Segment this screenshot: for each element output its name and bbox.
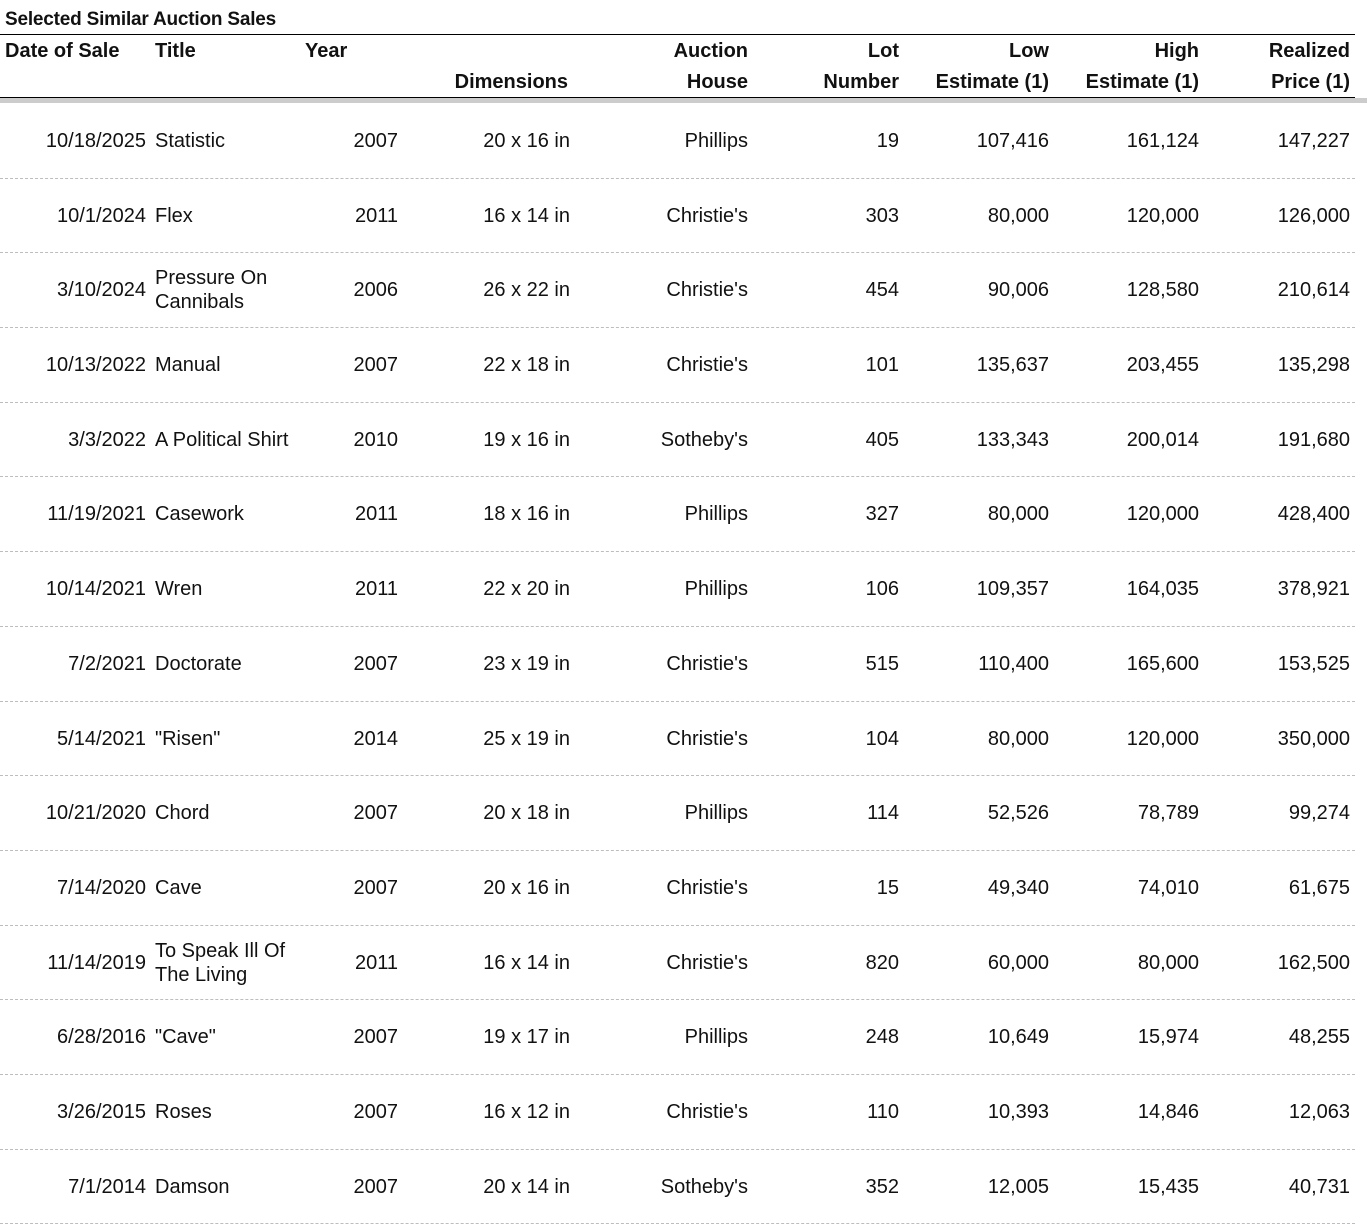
cell-high-estimate [1060,702,1199,776]
cell-high-estimate-text: 120,000 [1126,204,1199,227]
cell-dimensions [400,776,570,850]
cell-auction-house-text: Christie's [666,652,748,675]
cell-dimensions-text: 18 x 16 in [483,503,570,526]
cell-title [155,627,300,701]
cell-year [300,552,398,626]
cell-title-text: Roses [155,1100,212,1123]
cell-year [300,1000,398,1074]
cell-title [155,1000,300,1074]
cell-date-of-sale-text: 3/10/2024 [57,279,146,302]
cell-auction-house-text: Christie's [666,1100,748,1123]
cell-auction-house-text: Christie's [666,279,748,302]
cell-realized-price-text: 191,680 [1277,428,1350,451]
cell-year-text: 2011 [354,578,398,601]
cell-low-estimate-text: 110,400 [978,652,1049,675]
cell-year [300,627,398,701]
table-header [0,36,1355,96]
cell-lot-number [760,776,899,850]
cell-realized-price [1210,776,1350,850]
cell-realized-price-text: 61,675 [1288,876,1350,899]
cell-realized-price-text: 126,000 [1277,204,1350,227]
cell-realized-price [1210,552,1350,626]
table-row[interactable] [0,702,1355,777]
table-row[interactable] [0,1150,1355,1225]
cell-date-of-sale [0,179,146,253]
cell-date-of-sale-text: 10/21/2020 [45,802,146,825]
cell-dimensions [400,477,570,551]
cell-low-estimate [910,403,1049,477]
cell-lot-number-text: 248 [865,1026,899,1049]
cell-year [300,1150,398,1224]
cell-high-estimate [1060,328,1199,402]
cell-low-estimate-text: 12,005 [987,1175,1049,1198]
cell-date-of-sale [0,477,146,551]
cell-auction-house-text: Phillips [684,503,748,526]
cell-low-estimate-text: 10,649 [987,1026,1049,1049]
cell-lot-number-text: 19 [876,130,899,152]
cell-realized-price [1210,253,1350,327]
cell-auction-house-text: Phillips [684,130,748,152]
cell-lot-number [760,851,899,925]
cell-date-of-sale-text: 11/14/2019 [47,951,146,974]
header-title[interactable]: Title [155,40,196,62]
header-lot-number[interactable]: Lot Number [823,40,899,93]
cell-realized-price-text: 147,227 [1277,130,1350,152]
table-row[interactable] [0,403,1355,478]
cell-realized-price-text: 40,731 [1288,1175,1350,1198]
cell-title-text: Casework [155,503,244,526]
header-shadow-rule [0,98,1367,103]
cell-lot-number [760,702,899,776]
cell-realized-price [1210,328,1350,402]
cell-auction-house [580,851,748,925]
cell-year [300,776,398,850]
cell-high-estimate-text: 15,974 [1137,1026,1199,1049]
cell-title-text: "Cave" [155,1026,216,1049]
header-realized-price[interactable]: Realized Price (1) [1268,40,1350,93]
cell-auction-house [580,776,748,850]
cell-low-estimate-text: 52,526 [987,802,1049,825]
cell-high-estimate [1060,104,1199,178]
cell-date-of-sale [0,1075,146,1149]
cell-high-estimate [1060,403,1199,477]
cell-high-estimate-text: 120,000 [1126,503,1199,526]
cell-date-of-sale-text: 3/26/2015 [57,1100,146,1123]
cell-low-estimate [910,253,1049,327]
cell-dimensions [400,403,570,477]
cell-low-estimate [910,328,1049,402]
cell-date-of-sale-text: 6/28/2016 [57,1026,146,1049]
cell-low-estimate [910,477,1049,551]
cell-lot-number-text: 352 [865,1175,899,1198]
cell-year-text: 2007 [353,1175,398,1198]
cell-auction-house-text: Christie's [666,951,748,974]
cell-low-estimate [910,1150,1049,1224]
cell-lot-number-text: 15 [876,876,899,899]
header-auction-house[interactable]: Auction House [673,40,748,93]
cell-date-of-sale-text: 7/2/2021 [68,652,146,675]
cell-date-of-sale-text: 10/1/2024 [57,204,146,227]
cell-high-estimate [1060,253,1199,327]
cell-date-of-sale [0,253,146,327]
table-row[interactable] [0,926,1355,1001]
cell-dimensions-text: 16 x 12 in [483,1100,570,1123]
cell-year-text: 2014 [353,727,398,750]
cell-title [155,477,300,551]
title-rule [0,34,1355,35]
cell-realized-price-text: 428,400 [1277,503,1350,526]
header-high-estimate[interactable]: High Estimate (1) [1085,40,1199,93]
cell-high-estimate-text: 203,455 [1126,354,1199,377]
cell-auction-house [580,702,748,776]
cell-lot-number [760,1150,899,1224]
cell-low-estimate-text: 107,416 [976,130,1049,152]
cell-date-of-sale [0,1000,146,1074]
cell-high-estimate [1060,552,1199,626]
cell-title-text: Chord [155,802,210,825]
cell-high-estimate-text: 14,846 [1137,1100,1199,1123]
cell-auction-house [580,253,748,327]
cell-dimensions [400,627,570,701]
cell-low-estimate-text: 80,000 [987,204,1049,227]
cell-high-estimate-text: 15,435 [1137,1175,1199,1198]
cell-high-estimate [1060,1075,1199,1149]
table-row[interactable] [0,477,1355,552]
cell-auction-house [580,1075,748,1149]
cell-title [155,776,300,850]
cell-realized-price-text: 350,000 [1277,727,1350,750]
cell-realized-price [1210,477,1350,551]
cell-title [155,851,300,925]
cell-high-estimate-text: 74,010 [1137,876,1199,899]
cell-lot-number [760,1075,899,1149]
cell-date-of-sale-text: 3/3/2022 [68,428,146,451]
cell-auction-house-text: Phillips [684,1026,748,1049]
cell-lot-number-text: 515 [865,652,899,675]
cell-year-text: 2007 [353,802,398,825]
cell-lot-number [760,477,899,551]
cell-auction-house-text: Phillips [684,802,748,825]
cell-dimensions [400,702,570,776]
cell-lot-number-text: 303 [865,204,899,227]
cell-high-estimate-text: 200,014 [1126,428,1199,451]
cell-dimensions-text: 22 x 18 in [483,354,570,377]
cell-low-estimate-text: 60,000 [987,951,1049,974]
cell-dimensions-text: 25 x 19 in [483,727,570,750]
cell-realized-price [1210,926,1350,1000]
cell-title [155,179,300,253]
cell-high-estimate-text: 80,000 [1137,951,1199,974]
cell-lot-number [760,926,899,1000]
cell-title-text: Manual [155,354,221,377]
cell-high-estimate-text: 164,035 [1126,578,1199,601]
cell-lot-number [760,552,899,626]
cell-auction-house [580,328,748,402]
cell-low-estimate-text: 80,000 [987,727,1049,750]
cell-title [155,552,300,626]
cell-high-estimate [1060,1000,1199,1074]
cell-year [300,702,398,776]
cell-date-of-sale-text: 10/18/2025 [45,130,146,152]
cell-lot-number [760,1000,899,1074]
cell-title [155,1150,300,1224]
cell-realized-price [1210,403,1350,477]
table-row[interactable] [0,179,1355,254]
cell-year-text: 2010 [353,428,398,451]
cell-lot-number-text: 104 [865,727,899,750]
cell-lot-number [760,104,899,178]
cell-year-text: 2007 [353,130,398,152]
cell-auction-house-text: Christie's [666,204,748,227]
cell-date-of-sale [0,552,146,626]
cell-lot-number-text: 114 [867,802,899,825]
cell-realized-price-text: 99,274 [1288,802,1350,825]
cell-year [300,1075,398,1149]
cell-date-of-sale [0,1150,146,1224]
cell-dimensions [400,1000,570,1074]
cell-realized-price [1210,1000,1350,1074]
cell-year-text: 2007 [353,1026,398,1049]
cell-dimensions [400,328,570,402]
cell-date-of-sale-text: 11/19/2021 [47,503,146,526]
cell-dimensions-text: 22 x 20 in [483,578,570,601]
table-row[interactable] [0,104,1355,179]
cell-year [300,179,398,253]
cell-realized-price-text: 153,525 [1277,652,1350,675]
cell-realized-price [1210,1150,1350,1224]
cell-high-estimate [1060,776,1199,850]
cell-title-text: A Political Shirt [155,428,289,451]
cell-title [155,702,300,776]
table-row[interactable] [0,552,1355,627]
cell-auction-house [580,403,748,477]
table-row[interactable] [0,328,1355,403]
cell-low-estimate [910,1075,1049,1149]
cell-year [300,851,398,925]
cell-lot-number [760,253,899,327]
cell-low-estimate-text: 135,637 [976,354,1049,377]
cell-year-text: 2007 [353,354,398,377]
cell-year [300,328,398,402]
cell-lot-number-text: 101 [865,354,899,377]
cell-low-estimate [910,552,1049,626]
cell-year-text: 2011 [354,951,398,974]
cell-realized-price [1210,1075,1350,1149]
cell-realized-price-text: 210,614 [1277,279,1350,302]
table-row[interactable] [0,253,1355,328]
cell-dimensions [400,926,570,1000]
cell-year [300,253,398,327]
cell-lot-number-text: 820 [865,951,899,974]
cell-dimensions [400,179,570,253]
cell-lot-number-text: 327 [865,503,899,526]
cell-title-text: Cave [155,876,202,899]
cell-auction-house [580,1000,748,1074]
cell-year [300,403,398,477]
cell-low-estimate-text: 90,006 [987,279,1049,302]
table-row[interactable] [0,627,1355,702]
cell-year [300,926,398,1000]
cell-high-estimate-text: 165,600 [1126,652,1199,675]
cell-low-estimate [910,776,1049,850]
cell-date-of-sale [0,403,146,477]
cell-auction-house [580,1150,748,1224]
cell-date-of-sale-text: 10/13/2022 [45,354,146,377]
cell-date-of-sale-text: 5/14/2021 [57,727,146,750]
cell-realized-price [1210,851,1350,925]
cell-year [300,104,398,178]
cell-dimensions-text: 20 x 16 in [483,876,570,899]
cell-low-estimate [910,627,1049,701]
cell-dimensions-text: 20 x 18 in [483,802,570,825]
cell-high-estimate-text: 78,789 [1137,802,1199,825]
cell-realized-price-text: 135,298 [1277,354,1350,377]
header-date-of-sale[interactable]: Date of Sale [5,40,120,62]
cell-date-of-sale [0,702,146,776]
cell-low-estimate [910,1000,1049,1074]
cell-dimensions-text: 20 x 16 in [483,130,570,152]
cell-auction-house [580,627,748,701]
cell-dimensions [400,1075,570,1149]
cell-low-estimate [910,926,1049,1000]
cell-title [155,1075,300,1149]
cell-realized-price-text: 12,063 [1288,1100,1350,1123]
cell-auction-house-text: Sotheby's [660,1175,748,1198]
cell-dimensions [400,104,570,178]
cell-dimensions-text: 26 x 22 in [483,279,570,302]
cell-lot-number [760,179,899,253]
cell-title [155,926,300,1000]
header-year[interactable]: Year [305,40,348,62]
cell-high-estimate [1060,627,1199,701]
cell-high-estimate-text: 161,124 [1126,130,1199,152]
cell-title-text: "Risen" [155,727,221,750]
cell-date-of-sale [0,328,146,402]
cell-auction-house [580,552,748,626]
cell-low-estimate-text: 49,340 [987,876,1049,899]
cell-high-estimate-text: 120,000 [1126,727,1199,750]
cell-year-text: 2011 [354,503,398,526]
cell-title-text: Statistic [155,130,226,152]
cell-dimensions-text: 16 x 14 in [483,951,570,974]
cell-high-estimate [1060,179,1199,253]
cell-dimensions [400,253,570,327]
cell-auction-house-text: Sotheby's [660,428,748,451]
cell-date-of-sale-text: 10/14/2021 [45,578,146,601]
cell-year-text: 2007 [353,876,398,899]
cell-dimensions [400,1150,570,1224]
cell-realized-price-text: 378,921 [1277,578,1350,601]
cell-title-text: Wren [155,578,203,601]
cell-dimensions-text: 19 x 16 in [483,428,570,451]
cell-auction-house-text: Christie's [666,354,748,377]
cell-title-text: Damson [155,1175,230,1198]
cell-high-estimate-text: 128,580 [1126,279,1199,302]
cell-title-text: To Speak Ill Of The Living [155,939,286,986]
cell-realized-price [1210,104,1350,178]
cell-realized-price-text: 48,255 [1288,1026,1350,1049]
cell-auction-house-text: Christie's [666,876,748,899]
cell-dimensions-text: 20 x 14 in [483,1175,570,1198]
cell-auction-house-text: Christie's [666,727,748,750]
cell-dimensions-text: 16 x 14 in [483,204,570,227]
header-low-estimate[interactable]: Low Estimate (1) [935,40,1049,93]
cell-dimensions-text: 19 x 17 in [483,1026,570,1049]
cell-date-of-sale-text: 7/14/2020 [57,876,146,899]
cell-low-estimate-text: 10,393 [987,1100,1049,1123]
cell-auction-house [580,477,748,551]
cell-title-text: Pressure On Cannibals [155,267,268,314]
table-row[interactable] [0,1000,1355,1075]
cell-realized-price [1210,627,1350,701]
cell-lot-number-text: 110 [867,1100,899,1123]
cell-high-estimate [1060,477,1199,551]
table-row[interactable] [0,851,1355,926]
cell-high-estimate [1060,851,1199,925]
cell-dimensions [400,851,570,925]
cell-auction-house [580,104,748,178]
cell-dimensions-text: 23 x 19 in [483,652,570,675]
cell-low-estimate-text: 109,357 [976,578,1049,601]
cell-high-estimate [1060,926,1199,1000]
cell-low-estimate-text: 80,000 [987,503,1049,526]
cell-realized-price [1210,179,1350,253]
cell-lot-number-text: 454 [865,279,899,302]
cell-date-of-sale [0,104,146,178]
table-body [0,104,1367,1224]
cell-title [155,253,300,327]
cell-year-text: 2007 [353,652,398,675]
table-title: Selected Similar Auction Sales [5,9,277,30]
cell-title-text: Doctorate [155,652,242,675]
cell-year-text: 2006 [353,279,398,302]
cell-title-text: Flex [155,204,193,227]
cell-low-estimate [910,104,1049,178]
cell-year-text: 2007 [353,1100,398,1123]
cell-lot-number-text: 405 [865,428,899,451]
cell-lot-number [760,627,899,701]
cell-lot-number [760,403,899,477]
cell-date-of-sale [0,851,146,925]
cell-auction-house-text: Phillips [684,578,748,601]
cell-high-estimate [1060,1150,1199,1224]
cell-title [155,403,300,477]
cell-auction-house [580,179,748,253]
table-row[interactable] [0,776,1355,851]
cell-year-text: 2011 [354,204,398,227]
cell-year [300,477,398,551]
cell-low-estimate [910,702,1049,776]
cell-title [155,328,300,402]
cell-date-of-sale-text: 7/1/2014 [68,1175,146,1198]
cell-low-estimate-text: 133,343 [976,428,1049,451]
cell-lot-number [760,328,899,402]
cell-auction-house [580,926,748,1000]
cell-low-estimate [910,179,1049,253]
cell-date-of-sale [0,776,146,850]
cell-realized-price [1210,702,1350,776]
cell-realized-price-text: 162,500 [1277,951,1350,974]
cell-low-estimate [910,851,1049,925]
cell-lot-number-text: 106 [865,578,899,601]
header-dimensions[interactable]: Dimensions [454,71,568,93]
cell-dimensions [400,552,570,626]
table-row[interactable] [0,1075,1355,1150]
cell-date-of-sale [0,627,146,701]
cell-date-of-sale [0,926,146,1000]
cell-title [155,104,300,178]
